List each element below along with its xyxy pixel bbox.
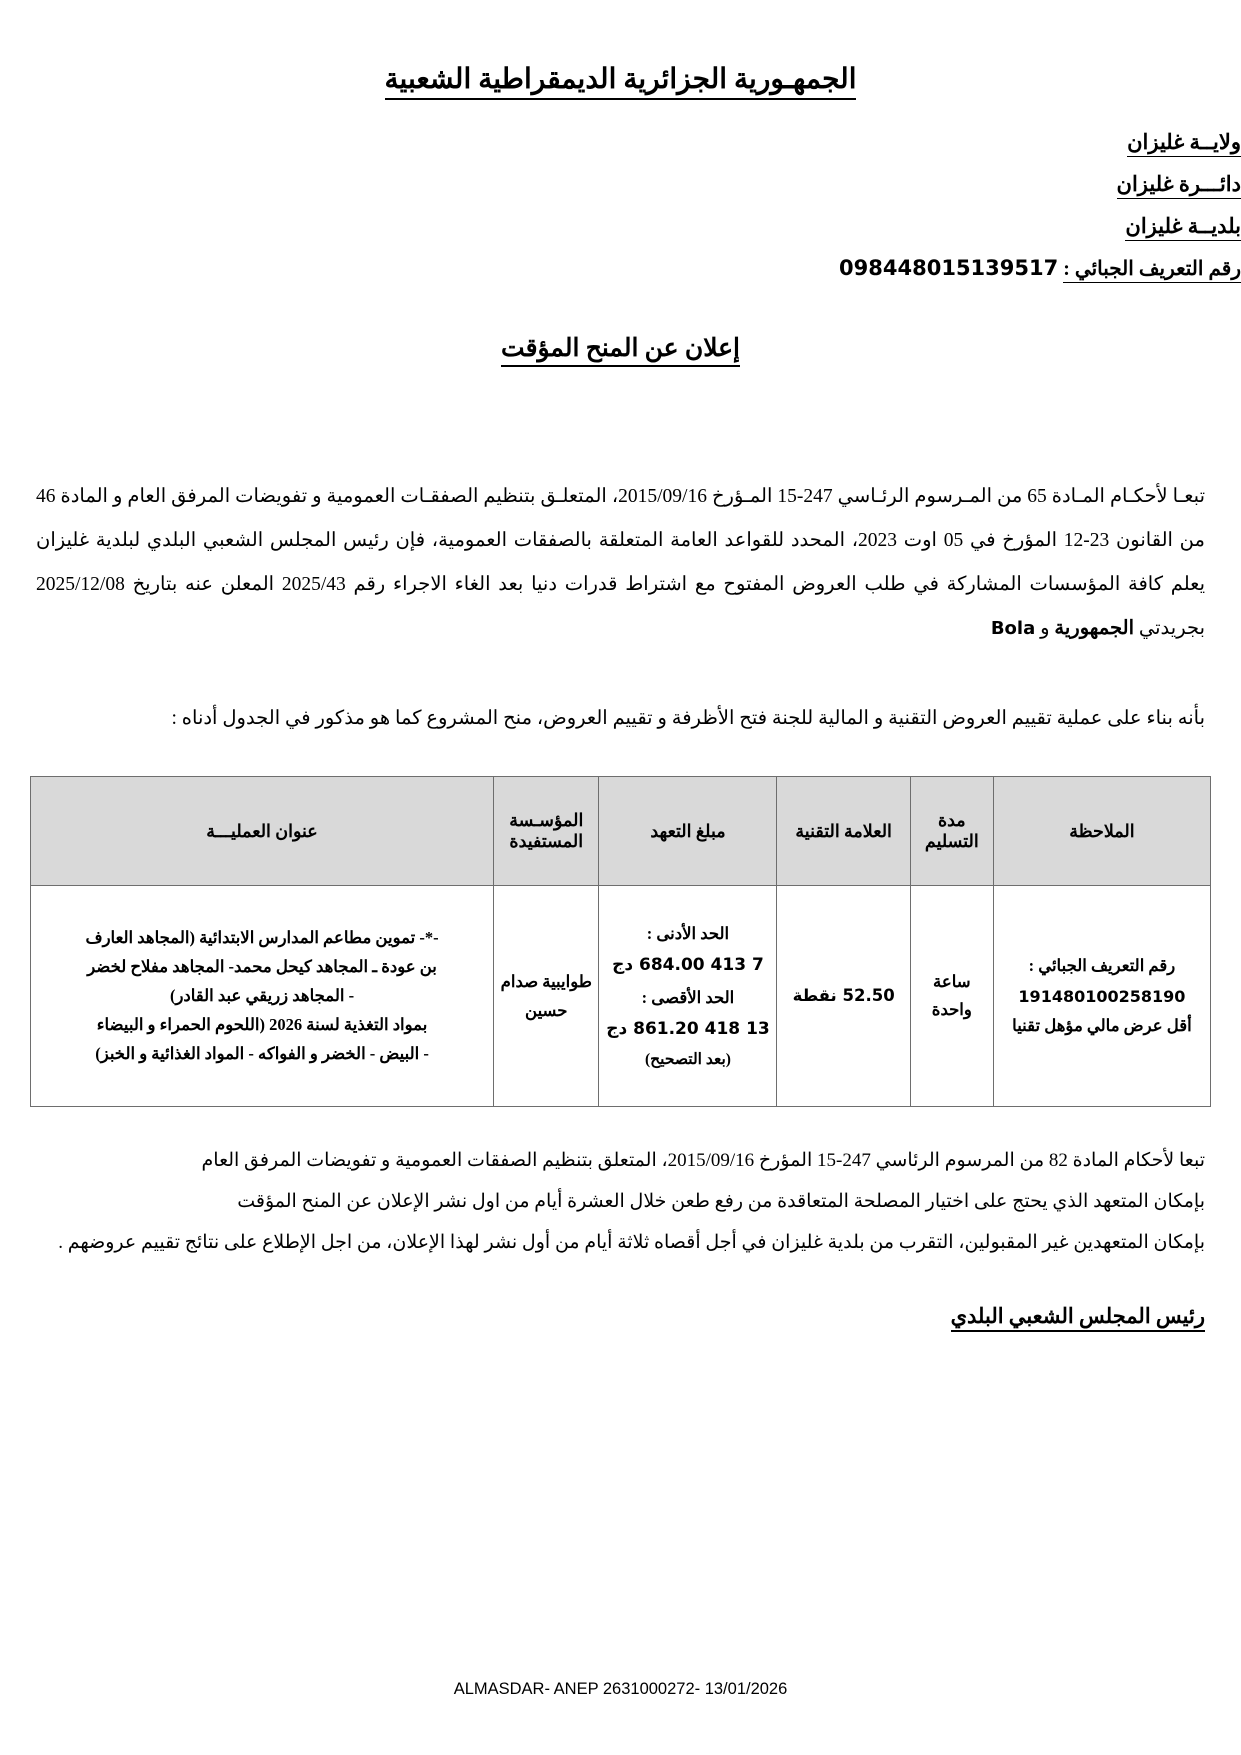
amount-max-value: 13 418 861.20 دج [606,1019,770,1039]
note-tax-value: 191480100258190 [1018,986,1186,1006]
tax-id-label: رقم التعريف الجبائي : [1063,258,1241,283]
operation-line-1: -*- تموين مطاعم المدارس الابتدائية (المجاهد العارف [85,928,439,948]
signature-block [0,1304,1205,1329]
note-tax-label: رقم التعريف الجبائي : [1028,956,1176,976]
operation-line-3: - المجاهد زريقي عبد القادر) [169,985,355,1005]
cell-delivery-delay: ساعة واحدة [910,886,993,1107]
newspaper-name-secondary: Bola [990,617,1036,639]
intro-conjunction: و [1035,617,1055,639]
cell-bid-amount [599,886,777,1107]
header-line-baladia [0,214,1241,239]
result-paragraph: بأنه بناء على عملية تقييم العروض التقنية و المالية للجنة فتح الأظرفة و تقييم العروض، منح المشروع كما هو مذكور في الجدول أدناه : [171,707,1205,729]
cell-technical-mark [777,886,910,1107]
column-header-beneficiary-company: المؤسـسة المستفيدة [494,777,599,886]
page-footer [0,1680,1241,1699]
amount-min-value: 7 413 684.00 دج [612,955,764,976]
operation-line-5: - البيض - الخضر و الفواكه - المواد الغذائية و الخبز) [95,1043,429,1063]
page-title-text: الجمهـورية الجزائرية الديمقراطية الشعبية [385,64,857,100]
cell-note [993,886,1210,1107]
technical-mark-value: 52.50 نقطة [792,986,895,1006]
award-table-body [31,886,1211,1107]
operation-line-2: بن عودة ـ المجاهد كيحل محمد- المجاهد مفلاح لخضر [87,957,437,977]
footer-reference: ALMASDAR- ANEP 2631000272- 13/01/2026 [453,1680,788,1698]
intro-paragraph-text: تبعـا لأحكـام المـادة 65 من المـرسوم الرئـاسي 247-15 المـؤرخ 2015/09/16، المتعلـق بتنظيم الصفقـات العمومية و تفويضات المرفق العام و المادة 46 من القانون 23-12 المؤرخ في 05 اوت 2023، المحدد للقواعد العامة المتعلقة بالصفقات العمومية، فإن رئيس المجلس الشعبي البلدي لبلدية غليزان يعلم كافة المؤسسات المشاركة في طلب العروض المفتوح مع اشتراط قدرات دنيا بعد الغاء الاجراء رقم 2025/43 المعلن عنه بتاريخ 2025/12/08 بجريدتي [36,486,1206,639]
award-table [30,776,1211,1107]
administrative-header [0,130,1241,281]
document-body [36,475,1205,740]
column-header-note: الملاحظة [993,777,1210,886]
table-row [31,886,1211,1107]
operation-line-4: بمواد التغذية لسنة 2026 (اللحوم الحمراء و البيضاء [96,1014,428,1034]
signature-title: رئيس المجلس الشعبي البلدي [951,1304,1205,1332]
page-title [0,0,1241,96]
document-subject [0,333,1241,363]
cell-beneficiary-company: طوايبية صدام حسين [494,886,599,1107]
document-subject-text: إعلان عن المنح المؤقت [501,335,740,367]
closing-paragraph-2: بإمكان المتعهد الذي يحتج على اختيار المصلحة المتعاقدة من رفع طعن خلال العشرة أيام من اول نشر الإعلان عن المنح المؤقت [237,1191,1205,1213]
tax-identification-line [0,256,1241,281]
amount-max-label: الحد الأقصى : [641,987,735,1007]
cell-operation-title [31,886,494,1107]
wilaya-label: ولايــة غليزان [1127,130,1241,157]
baladia-label: بلديــة غليزان [1125,214,1241,241]
column-header-technical-mark: العلامة التقنية [777,777,910,886]
tax-id-value: 098448015139517 [839,256,1059,280]
closing-paragraph-3: بإمكان المتعهدين غير المقبولين، التقرب من بلدية غليزان في أجل أقصاه ثلاثة أيام من أول نشر لهذا الإعلان، من اجل الإطلاع على نتائج تقييم عروضهم . [58,1232,1205,1254]
table-header-row [31,777,1211,886]
header-line-daira [0,172,1241,197]
newspaper-name-primary: الجمهورية [1054,617,1134,639]
closing-section [36,1141,1205,1264]
header-line-wilaya [0,130,1241,155]
column-header-bid-amount: مبلغ التعهد [599,777,777,886]
daira-label: دائـــرة غليزان [1117,172,1241,199]
note-reason: أقل عرض مالي مؤهل تقنيا [1012,1016,1192,1036]
amount-min-label: الحد الأدنى : [646,924,730,944]
amount-correction-note: (بعد التصحيح) [644,1051,731,1069]
column-header-delivery-delay: مدة التسليم [910,777,993,886]
column-header-operation-title: عنوان العمليـــة [31,777,494,886]
intro-paragraph [36,475,1205,651]
award-table-head [31,777,1211,886]
closing-paragraph-1: تبعا لأحكام المادة 82 من المرسوم الرئاسي 247-15 المؤرخ 2015/09/16، المتعلق بتنظيم الصفقات العمومية و تفويضات المرفق العام [201,1150,1205,1172]
award-table-container [30,776,1211,1107]
